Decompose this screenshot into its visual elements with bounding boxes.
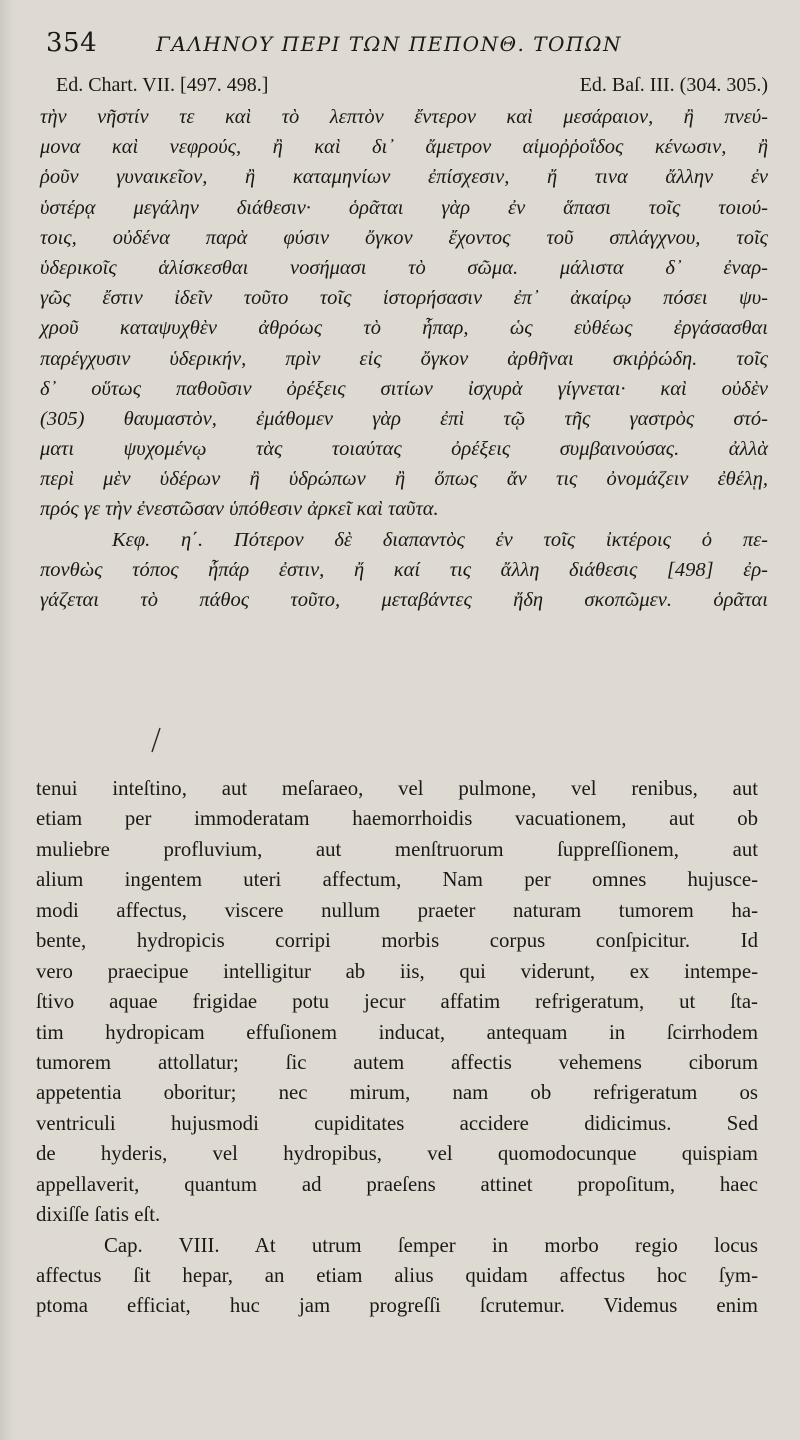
greek-line: ὑστέρᾳ μεγάλην διάθεσιν· ὁρᾶται γὰρ ἐν ἅπασι τοῖς τοιού- <box>40 196 768 219</box>
running-title: ΓΑΛΗΝΟΥ ΠΕΡΙ ΤΩΝ ΠΕΠΟΝΘ. ΤΟΠΩΝ <box>156 32 622 56</box>
greek-line: ῥοῦν γυναικεῖον, ἢ καταμηνίων ἐπίσχεσιν, ἤ τινα ἄλλην ἐν <box>40 166 768 189</box>
latin-line: appetentia oboritur; nec mirum, nam ob refrigeratum os <box>36 1081 758 1105</box>
latin-line: tim hydropicam effuſionem inducat, antequam in ſcirrhodem <box>36 1020 758 1044</box>
greek-text-block <box>40 102 768 615</box>
latin-line: etiam per immoderatam haemorrhoidis vacuationem, aut ob <box>36 807 758 831</box>
latin-line: ſtivo aquae frigidae potu jecur affatim refrigeratum, ut ſta- <box>36 990 758 1014</box>
page-gutter-shadow <box>0 0 14 1440</box>
latin-line: ventriculi hujusmodi cupiditates accidere didicimus. Sed <box>36 1111 758 1135</box>
greek-line: δ᾽ οὕτως παθοῦσιν ὀρέξεις σιτίων ἰσχυρὰ γίγνεται· καὶ οὐδὲν <box>40 377 768 400</box>
greek-line: γῶς ἔστιν ἰδεῖν τοῦτο τοῖς ἱστορήσασιν ἐπ᾽ ἀκαίρῳ πόσει ψυ- <box>40 287 768 310</box>
margin-pen-mark <box>142 722 172 762</box>
greek-line: μονα καὶ νεφρούς, ἢ καὶ δι᾽ ἄμετρον αἱμοῤῥοΐδος κένωσιν, ἢ <box>40 136 768 159</box>
edition-reference-row <box>56 74 768 100</box>
page-header <box>46 28 756 62</box>
edition-chartier-reference: Ed. Chart. VII. [497. 498.] <box>56 74 269 96</box>
latin-line: de hyderis, vel hydropibus, vel quomodocunque quispiam <box>36 1142 758 1166</box>
greek-line: τοις, οὐδένα παρὰ φύσιν ὄγκον ἔχοντος τοῦ σπλάγχνου, τοῖς <box>40 226 768 249</box>
latin-line: ptoma efficiat, huc jam progreſſi ſcrutemur. Videmus enim <box>36 1294 758 1318</box>
greek-line: γάζεται τὸ πάθος τοῦτο, μεταβάντες ἤδη σκοπῶμεν. ὁρᾶται <box>40 589 768 611</box>
latin-line: bente, hydropicis corripi morbis corpus conſpicitur. Id <box>36 929 758 953</box>
greek-line: τὴν νῆστίν τε καὶ τὸ λεπτὸν ἔντερον καὶ μεσάραιον, ἢ πνεύ- <box>40 106 768 128</box>
latin-line: dixiſſe ſatis eſt. <box>36 1203 161 1227</box>
latin-line: vero praecipue intelligitur ab iis, qui viderunt, ex intempe- <box>36 959 758 983</box>
latin-line: appellaverit, quantum ad praeſens attinet propoſitum, haec <box>36 1172 758 1196</box>
greek-line: περὶ μὲν ὑδέρων ἢ ὑδρώπων ἢ ὅπως ἄν τις ὀνομάζειν ἐθέλῃ, <box>40 468 768 491</box>
greek-line: πονθὼς τόπος ἧπάρ ἐστιν, ἤ καί τις ἄλλη διάθεσις [498] ἐρ- <box>40 558 768 581</box>
greek-line: ματι ψυχομένῳ τὰς τοιαύτας ὀρέξεις συμβαινούσας. ἀλλὰ <box>40 438 768 461</box>
greek-line: πρός γε τὴν ἐνεστῶσαν ὑπόθεσιν ἀρκεῖ καὶ ταῦτα. <box>40 498 439 521</box>
latin-line: affectus ſit hepar, an etiam alius quidam affectus hoc ſym- <box>36 1264 758 1287</box>
greek-line: (305) θαυμαστὸν, ἐμάθομεν γὰρ ἐπὶ τῷ τῆς γαστρὸς στό- <box>40 407 768 430</box>
latin-line: alium ingentem uteri affectum, Nam per omnes hujusce- <box>36 868 758 892</box>
greek-line: ὑδερικοῖς ἁλίσκεσθαι νοσήμασι τὸ σῶμα. μάλιστα δ᾽ ἐναρ- <box>40 256 768 279</box>
latin-line: muliebre profluvium, aut menſtruorum ſuppreſſionem, aut <box>36 837 758 861</box>
latin-line: modi affectus, viscere nullum praeter naturam tumorem ha- <box>36 898 758 922</box>
latin-line: tenui inteſtino, aut meſaraeo, vel pulmone, vel renibus, aut <box>36 777 758 800</box>
greek-chapter-heading-line: Κεφ. η΄. Πότερον δὲ διαπαντὸς ἐν τοῖς ἰκτέροις ὁ πε- <box>112 528 768 551</box>
greek-line: παρέγχυσιν ὑδερικήν, πρὶν εἰς ὄγκον ἀρθῆναι σκιῤῥώδη. τοῖς <box>40 347 768 370</box>
latin-text-block <box>36 774 758 1322</box>
page-number: 354 <box>46 28 98 58</box>
latin-chapter-heading-line: Cap. VIII. At utrum ſemper in morbo regio locus <box>104 1233 758 1257</box>
latin-line: tumorem attollatur; ſic autem affectis vehemens ciborum <box>36 1050 758 1074</box>
greek-line: χροῦ καταψυχθὲν ἀθρόως τὸ ἧπαρ, ὡς εὐθέως ἐργάσασθαι <box>40 317 768 340</box>
edition-basel-reference: Ed. Baſ. III. (304. 305.) <box>579 74 768 96</box>
